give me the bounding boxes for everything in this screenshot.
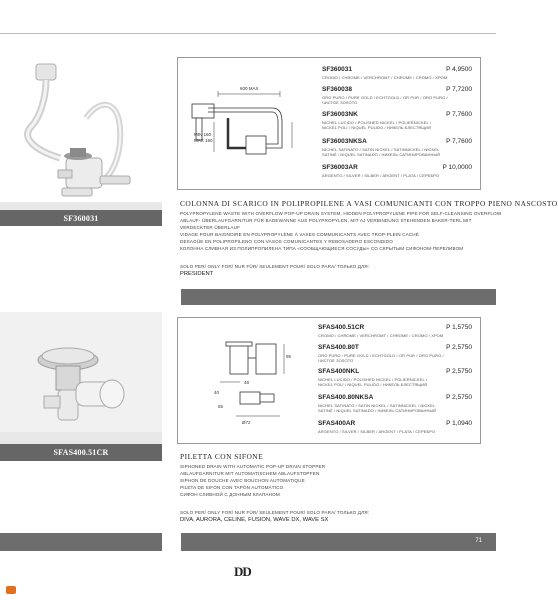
variant-finish: ARGENTO / SILVER / SILBER / ARGENT / PLATA / СЕРЕБРО (318, 429, 436, 434)
variant-price: P 1,5750 (446, 324, 472, 331)
description-line: PILETA DE SIFÓN CON TAPÓN AUTOMÁTICO (180, 485, 284, 490)
variant-row (318, 344, 472, 366)
variant-row (322, 86, 472, 108)
variant-finish: NICHEL SATINATO / SATIN NICKEL / SATINNICKEL / NICKEL (318, 403, 436, 408)
section-band-1 (181, 289, 496, 305)
variant-code: SF36003AR (322, 164, 358, 171)
product-code: SF360031 (63, 213, 99, 223)
spec-box-2 (177, 317, 481, 444)
dim-label: 40 (214, 390, 220, 395)
description-line: VERDECKTER ÜBERLAUF (180, 225, 241, 230)
fits-models: DIVA, AURORA, CELINE, FUSION, WAVE DX, WAVE SX (180, 517, 329, 523)
variant-code: SF360031 (322, 66, 352, 73)
section-band-left (0, 533, 162, 551)
variant-finish: NICHEL LUCIDO / POLISHED NICKEL / POLIERNICKEL / (322, 120, 432, 125)
variant-price: P 2,5750 (446, 394, 472, 401)
variant-row (318, 394, 472, 416)
description-line: DESAGÜE EN POLIPROPILENO CON VASOS COMUNICANTES Y REBOSADERO ESCONDIDO (180, 239, 393, 244)
dim-label: 48 (244, 380, 250, 385)
brand-logo: DD (234, 564, 251, 579)
description-line: VIDAGE POUR BAIGNOIRE EN POLYPROPYLÈNE À VASES COMMUNICANTS AVEC TROP-PLEIN CACHÉ (180, 232, 419, 237)
product-descriptions (180, 210, 502, 252)
variant-price: P 7,7600 (446, 138, 472, 145)
product-code-bar-2 (0, 444, 162, 461)
variant-price: P 7,7200 (446, 86, 472, 93)
dim-label: 65 (218, 404, 224, 409)
variant-finish: ORO PURO / PURE GOLD / ECHTGOLD / OR PUR / ORO PURO / (318, 353, 444, 358)
technical-drawing-2 (200, 336, 310, 428)
description-line: POLYPROPYLENE WASTE WITH OVERFLOW POP-UP DRAIN SYSTEM, HIDDEN POLYPROPYLENE PIPE FOR SELF-CLEANSING OVERFLOW (180, 211, 502, 216)
variant-code: SFAS400.80NKSA (318, 394, 374, 401)
dim-label: Ø72 (242, 420, 251, 425)
product-strip-2 (0, 432, 162, 444)
dim-label: MAX 190 (194, 138, 213, 143)
variant-finish: NICHEL SATINATO / SATIN NICKEL / SATINNICKEL / NICKEL (322, 147, 440, 152)
product-title: COLONNA DI SCARICO IN POLIPROPILENE A VASI COMUNICANTI CON TROPPO PIENO NASCOSTO (180, 199, 558, 208)
description-line: СИФОН СЛИВНОЙ С ДОННЫМ КЛАПАНОМ (180, 492, 280, 497)
variant-code: SFAS400AR (318, 420, 356, 427)
variant-finish: ЧИСТОЕ ЗОЛОТО (322, 100, 358, 105)
top-rule (0, 33, 496, 34)
variant-code: SFAS400.51CR (318, 324, 365, 331)
variant-code: SFAS400NKL (318, 368, 360, 375)
waste-pipe-image (0, 58, 162, 202)
product-code: SFAS400.51CR (53, 448, 109, 457)
variant-finish: ЧИСТОЕ ЗОЛОТО (318, 358, 354, 363)
variant-row (318, 420, 472, 442)
variant-finish: ARGENTO / SILVER / SILBER / ARGENT / PLATA / СЕРЕБРО (322, 173, 440, 178)
variant-price: P 2,5750 (446, 368, 472, 375)
variant-code: SF36003NKSA (322, 138, 367, 145)
variant-finish: CROMO / CHROME / VERCHROMT / CHROME / CROMO / ХРОМ (318, 333, 444, 338)
variant-finish: NICKEL POLI / NIQUEL PULIDO / НИКЕЛЬ БЛЕСТЯЩИЙ (322, 125, 432, 130)
siphon-drain-image (0, 312, 162, 432)
product-descriptions (180, 463, 480, 498)
description-line: SIPHONED DRAIN WITH AUTOMATIC POP-UP DRAIN STOPPER (180, 464, 326, 469)
variant-row (318, 324, 472, 346)
variant-row (322, 164, 472, 186)
dim-label: MIN 160 (194, 132, 212, 137)
variant-finish: NICKEL POLI / NIQUEL PULIDO / НИКЕЛЬ БЛЕСТЯЩИЙ (318, 382, 428, 387)
variant-code: SF36003NK (322, 111, 358, 118)
corner-badge-icon (6, 586, 16, 594)
variant-row (322, 66, 472, 88)
variant-price: P 4,9500 (446, 66, 472, 73)
dim-label: 600 MAX (240, 86, 259, 91)
variant-finish: CROMO / CHROME / VERCHROMT / CHROME / CROMO / ХРОМ (322, 75, 448, 80)
variant-finish: SATINÉ / NIQUEL SATINADO / НИКЕЛЬ САТИНИРОВАННЫЙ (322, 152, 441, 157)
variant-row (322, 138, 472, 160)
product-photo-sf360031 (0, 58, 162, 202)
technical-drawing-1 (188, 78, 306, 174)
variant-code: SF360038 (322, 86, 352, 93)
product-photo-sfas400 (0, 312, 162, 432)
variant-price: P 10,0000 (442, 164, 472, 171)
product-strip-1 (0, 202, 162, 210)
variant-price: P 2,5750 (446, 344, 472, 351)
description-line: SIPHON DE DOUCHE AVEC BOUCHON AUTOMATIQUE (180, 478, 305, 483)
variant-price: P 7,7600 (446, 111, 472, 118)
fits-label: SOLO PER/ ONLY FOR/ NUR FÜR/ SEULEMENT POUR/ SOLO PARA/ ТОЛЬКО ДЛЯ: (180, 264, 370, 269)
page-number: 71 (475, 538, 482, 544)
variant-finish: NICHEL LUCIDO / POLISHED NICKEL / POLIERNICKEL / (318, 377, 428, 382)
variant-row (318, 368, 472, 390)
variant-price: P 1,0940 (446, 420, 472, 427)
variant-row (322, 111, 472, 133)
description-line: КОЛОННА СЛИВНАЯ ИЗ ПОЛИПРОПИЛЕНА ТИПА «СООБЩАЮЩИЕСЯ СОСУДЫ» СО СКРЫТЫМ СИФОНОМ-ПЕРЕЛИВОМ (180, 246, 464, 251)
spec-box-1 (177, 57, 481, 190)
section-band-right (181, 533, 496, 551)
variant-finish: SATINÉ / NIQUEL SATINADO / НИКЕЛЬ САТИНИРОВАННЫЙ (318, 408, 437, 413)
description-line: ABLAUFGARNITUR MIT AUTOMATISCHEM ABLAUFSTOPFEN (180, 471, 320, 476)
fits-label: SOLO PER/ ONLY FOR/ NUR FÜR/ SEULEMENT POUR/ SOLO PARA/ ТОЛЬКО ДЛЯ: (180, 510, 370, 515)
product-code-bar-1 (0, 210, 162, 226)
variant-code: SFAS400.80T (318, 344, 359, 351)
fits-models: PRESIDENT (180, 271, 214, 277)
product-title: PILETTA CON SIFONE (180, 452, 264, 461)
variant-finish: ORO PURO / PURE GOLD / ECHTGOLD / OR PUR / ORO PURO / (322, 95, 448, 100)
dim-label: 95 (286, 354, 292, 359)
description-line: ABLAUF- ÜBERLAUFGARNITUR FÜR BADEWANNE AUS POLYPROPYLEN, MIT AJ VERBINDUNG STEHENDEN BAKER-TERL MIT (180, 218, 472, 223)
